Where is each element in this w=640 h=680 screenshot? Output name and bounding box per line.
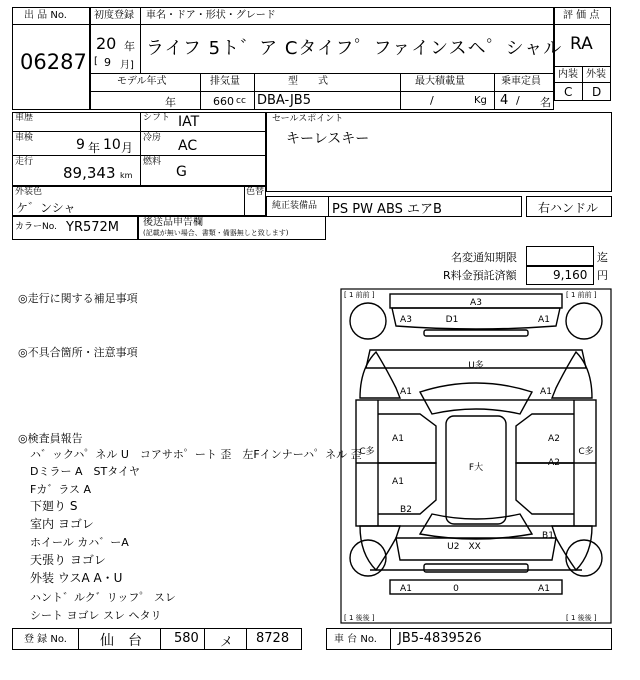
vehicle-name-label: 車名・ドア・形状・グレード (146, 10, 276, 21)
grade-label: 評 価 点 (563, 10, 600, 21)
exterior-grade: D (592, 85, 602, 99)
docs-label: 後送品申告欄 (143, 217, 203, 228)
shift-label: シフト (143, 113, 171, 123)
capacity-label: 乗車定員 (501, 76, 541, 87)
first-registration-month: 9 (104, 56, 111, 69)
registration-class: 580 (174, 631, 199, 646)
shaken-month: 10 (103, 137, 121, 153)
shaken-year: 9 (76, 137, 85, 153)
driving-notes-label: ◎走行に関する補足事項 (18, 292, 138, 305)
lot-number: 06287 (20, 50, 87, 74)
first-registration-year-unit: 年 (124, 40, 135, 53)
left-rear-fender (360, 526, 400, 570)
inspector-line: Fカ゛ラス A (30, 483, 92, 496)
sales-point-label: セールスポイント (272, 114, 344, 124)
recycle-amount: 9,160 (553, 268, 588, 282)
mark-hood-mid: D1 (445, 315, 459, 325)
specs-block (12, 112, 266, 186)
right-front-door (516, 414, 574, 463)
aircon-label: 冷房 (143, 133, 162, 143)
mark-right-front-door: A2 (548, 434, 560, 444)
corner-label: [ 1 後後 ] (566, 614, 597, 622)
mark-rear-right: A1 (538, 584, 550, 594)
model-type-label: 型 式 (288, 76, 328, 87)
chassis-number: JB5-4839526 (398, 631, 482, 646)
front-right-tire (566, 303, 602, 339)
shaken-month-unit: 月 (121, 141, 134, 155)
registration-area: 仙 台 (100, 633, 142, 649)
capacity: 4 (500, 93, 509, 108)
corner-label: [ 1 後後 ] (344, 614, 375, 622)
mark-left-rear-door: A1 (392, 477, 404, 487)
max-load-label: 最大積載量 (415, 76, 465, 87)
inspector-report-label: ◎検査員報告 (18, 432, 83, 445)
lot-number-label: 出 品 No. (24, 10, 67, 21)
mileage-unit: km (120, 171, 133, 180)
equipment: PS PW ABS エアB (332, 202, 442, 217)
month-bracket-open: [ (94, 56, 98, 67)
rear-bumper (390, 580, 562, 594)
docs-note: (記載が無い場合、書類・備器無しと致します) (143, 229, 289, 237)
inspector-line: Dミラー A STタイヤ (30, 465, 140, 478)
right-rear-fender (552, 526, 592, 570)
inspector-line: シート ヨゴレ スレ ヘタリ (30, 609, 162, 622)
inspector-line: ハント゛ルク゛リッフ゜ スレ (30, 591, 176, 604)
mark-hood-left: A3 (400, 315, 412, 325)
inspector-line: ハ゛ックハ゜ネル U コアサホ゜ート 歪 左Fインナーハ゜ネル 歪 (30, 448, 362, 461)
recycle-label: R料金預託済額 (443, 269, 517, 282)
mark-rear-mid: 0 (453, 584, 459, 594)
capacity-unit: 名 (540, 96, 551, 109)
registration-label: 登 録 No. (24, 634, 67, 645)
first-registration-label: 初度登録 (94, 10, 134, 21)
mark-back-door: U2 XX (447, 542, 481, 552)
recycle-unit: 円 (597, 269, 608, 282)
displacement-unit: cc (236, 96, 246, 106)
name-change-value (526, 246, 594, 266)
interior-grade-label: 内装 (558, 69, 578, 80)
color-no-label: カラーNo. (15, 222, 57, 232)
mark-hood-right: A1 (538, 315, 550, 325)
capacity-separator: / (516, 94, 520, 107)
aircon-value: AC (178, 138, 198, 154)
shaken-year-unit: 年 (88, 141, 101, 155)
ext-color-label: 外装色 (15, 187, 43, 197)
rear-panel (424, 564, 528, 572)
mark-roof-top: U多 (468, 361, 484, 371)
right-front-fender (552, 352, 592, 398)
windshield (420, 383, 532, 414)
displacement-label: 排気量 (210, 76, 240, 87)
history-label: 車歴 (15, 113, 34, 123)
sales-point: キーレスキー (286, 131, 370, 147)
mark-front-bumper: A3 (470, 298, 482, 308)
first-registration-month-unit: 月] (120, 60, 134, 71)
mileage-label: 走行 (15, 157, 34, 167)
inspector-line: ホイール カハ゛ーA (30, 536, 129, 549)
shift-value: IAT (178, 114, 200, 130)
steering: 右ハンドル (538, 201, 599, 215)
inspector-line: 室内 ヨゴレ (30, 517, 94, 531)
model-type: DBA-JB5 (257, 93, 311, 108)
name-change-unit: 迄 (597, 251, 608, 264)
car-name: ライフ 5ト゛ア Cタイフ゜ファインスヘ゜シャル (146, 38, 563, 59)
mark-left-rear-fender: B2 (400, 505, 412, 515)
mark-left-front-fender: A1 (400, 387, 412, 397)
registration-kana: メ (220, 635, 234, 650)
mark-right-front-fender: A1 (540, 387, 552, 397)
mark-roof: F大 (468, 463, 484, 473)
equipment-label: 純正装備品 (272, 201, 318, 211)
front-left-tire (350, 303, 386, 339)
mark-right-side: C多 (578, 447, 594, 457)
right-rear-door (516, 463, 574, 514)
mark-left-front-door: A1 (392, 434, 404, 444)
front-grille (424, 330, 528, 336)
hood (392, 308, 560, 329)
diagram-frame (341, 289, 611, 623)
max-load-unit: Kg (474, 95, 487, 106)
interior-grade: C (564, 85, 573, 99)
exterior-grade-label: 外装 (586, 69, 606, 80)
ext-color: ケ゛ンシャ (16, 201, 76, 215)
model-year-label: モデル年式 (117, 76, 167, 87)
model-year-unit: 年 (165, 96, 176, 109)
fuel-label: 燃料 (143, 157, 162, 167)
inspector-line: 外装 ウスA A・U (30, 571, 123, 585)
first-registration-year: 20 (96, 34, 117, 53)
mileage-value: 89,343 (63, 164, 116, 182)
corner-label: [ 1 前前 ] (344, 291, 375, 299)
inspector-line: 天張り ヨゴレ (30, 553, 106, 567)
car-damage-diagram (340, 288, 612, 624)
mark-right-rear-door: A2 (548, 458, 560, 468)
chassis-label: 車 台 No. (334, 634, 377, 645)
mark-left-side: C多 (359, 447, 375, 457)
fuel-value: G (176, 164, 187, 180)
grade-score: RA (570, 34, 593, 54)
color-no: YR572M (66, 220, 120, 235)
displacement: 660 (213, 95, 234, 108)
mark-right-rear-fender: B1 (542, 531, 554, 541)
max-load-separator: / (430, 94, 434, 107)
name-change-label: 名変通知期限 (451, 251, 517, 264)
shaken-label: 車検 (15, 133, 34, 143)
color-change-label: 色替 (246, 187, 265, 197)
mark-rear-left: A1 (400, 584, 412, 594)
inspector-line: 下廻り S (30, 499, 78, 513)
left-front-door (378, 414, 436, 463)
corner-label: [ 1 前前 ] (566, 291, 597, 299)
defects-label: ◎不具合箇所・注意事項 (18, 346, 138, 359)
registration-number: 8728 (256, 631, 290, 646)
left-front-fender (360, 352, 400, 398)
